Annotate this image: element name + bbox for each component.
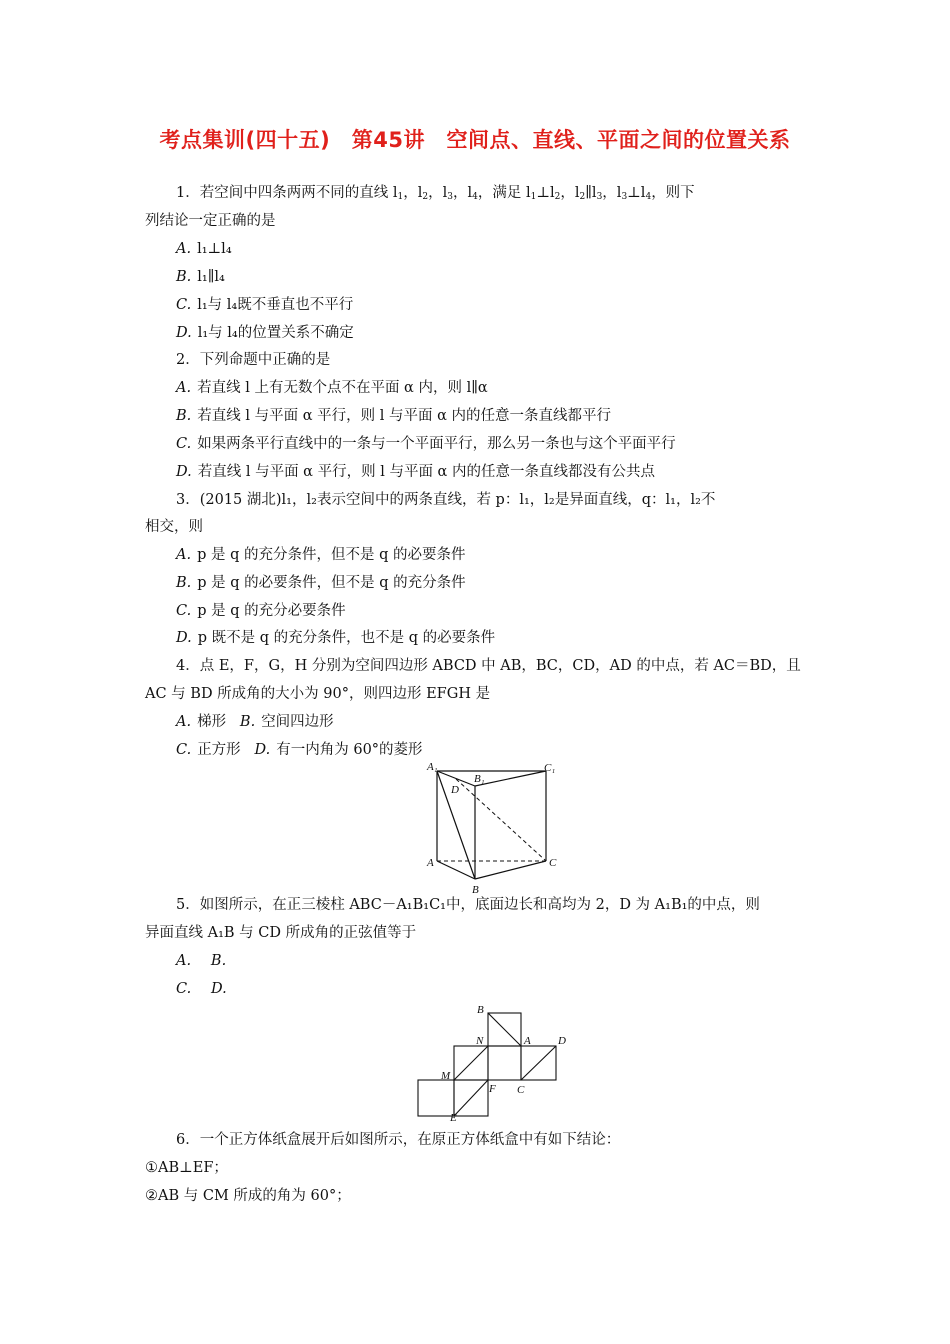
net-label-n: N (476, 1035, 484, 1047)
q4-stem-line1: 4．点 E，F，G，H 分别为空间四边形 ABCD 中 AB，BC，CD，AD 的中点，若 AC＝BD，且 (176, 658, 801, 674)
q2-option-a: A. 若直线 l 上有无数个点不在平面 α 内，则 l∥α (176, 380, 488, 396)
net-square-center (488, 1046, 521, 1080)
q4-options-ab: A. 梯形 B. 空间四边形 (176, 714, 334, 730)
q3-option-c: C. p 是 q 的充分必要条件 (176, 603, 346, 619)
q1-stem-line2: 列结论一定正确的是 (145, 213, 276, 229)
edge-b1c1 (475, 771, 546, 786)
hidden-segment-cd (456, 779, 546, 861)
q5-stem-line2: 异面直线 A₁B 与 CD 所成角的正弦值等于 (145, 925, 417, 941)
net-label-d: D (558, 1035, 566, 1047)
q5-options-ab: A. B. (176, 953, 227, 969)
q1-option-a: A. l₁⊥l₄ (176, 241, 232, 257)
q6-stem: 6．一个正方体纸盒展开后如图所示，在原正方体纸盒中有如下结论： (176, 1132, 621, 1148)
label-b1: B₁ (474, 773, 485, 785)
q4-stem-line2: AC 与 BD 所成角的大小为 90°，则四边形 EFGH 是 (145, 686, 491, 702)
q6-item-2: ②AB 与 CM 所成的角为 60°； (145, 1188, 351, 1204)
q5-stem-line1: 5．如图所示，在正三棱柱 ABC－A₁B₁C₁中，底面边长和高均为 2，D 为 A₁B₁的中点，则 (176, 897, 760, 913)
q3-option-b: B. p 是 q 的必要条件，但不是 q 的充分条件 (176, 575, 466, 591)
q2-stem: 2．下列命题中正确的是 (176, 352, 331, 368)
q3-stem-line2: 相交，则 (145, 519, 203, 535)
diag-ef (454, 1080, 488, 1116)
label-b: B (472, 884, 479, 896)
net-label-f: F (489, 1083, 496, 1095)
label-d: D (451, 784, 459, 796)
q6-item-1: ①AB⊥EF； (145, 1160, 228, 1176)
q3-option-a: A. p 是 q 的充分条件，但不是 q 的必要条件 (176, 547, 466, 563)
net-label-m: M (441, 1070, 451, 1082)
q2-option-c: C. 如果两条平行直线中的一条与一个平面平行，那么另一条也与这个平面平行 (176, 436, 676, 452)
net-label-e: E (450, 1112, 457, 1122)
label-c1: C₁ (544, 762, 556, 774)
net-label-b: B (477, 1004, 484, 1016)
q2-option-b: B. 若直线 l 与平面 α 平行，则 l 与平面 α 内的任意一条直线都平行 (176, 408, 611, 424)
q1-option-d: D. l₁与 l₄的位置关系不确定 (176, 325, 354, 341)
net-label-c: C (517, 1084, 525, 1096)
q3-option-d: D. p 既不是 q 的充分条件，也不是 q 的必要条件 (176, 630, 496, 646)
q2-option-d: D. 若直线 l 与平面 α 平行，则 l 与平面 α 内的任意一条直线都没有公共点 (176, 464, 655, 480)
net-square-left (418, 1080, 454, 1116)
q5-options-cd: C. D. (176, 981, 227, 997)
q4-options-cd: C. 正方形 D. 有一内角为 60°的菱形 (176, 742, 423, 758)
label-c: C (549, 857, 557, 869)
q1-stem-line1: 1．若空间中四条两两不同的直线 $l_1$，$l_2$，$l_3$，$l_4$，满足 $l_1\perp l_2$，$l_2\parallel l_3$，$l_3\perp l_4$，则下 (176, 185, 695, 202)
prism-figure (420, 762, 570, 897)
q1-option-b: B. l₁∥l₄ (176, 269, 225, 285)
cube-net-figure (410, 1000, 580, 1122)
diag-ba (488, 1013, 521, 1046)
q3-stem-line1: 3．(2015 湖北)l₁，l₂表示空间中的两条直线，若 p：l₁，l₂是异面直线，q：l₁，l₂不 (176, 492, 716, 508)
label-a: A (427, 857, 434, 869)
page-title: 考点集训(四十五) 第45讲 空间点、直线、平面之间的位置关系 (159, 128, 791, 152)
q1-option-c: C. l₁与 l₄既不垂直也不平行 (176, 297, 354, 313)
net-label-a: A (524, 1035, 531, 1047)
edge-bc (475, 861, 546, 879)
diag-cd (521, 1046, 556, 1080)
diag-mn (454, 1046, 488, 1080)
label-a1: A₁ (427, 762, 438, 773)
